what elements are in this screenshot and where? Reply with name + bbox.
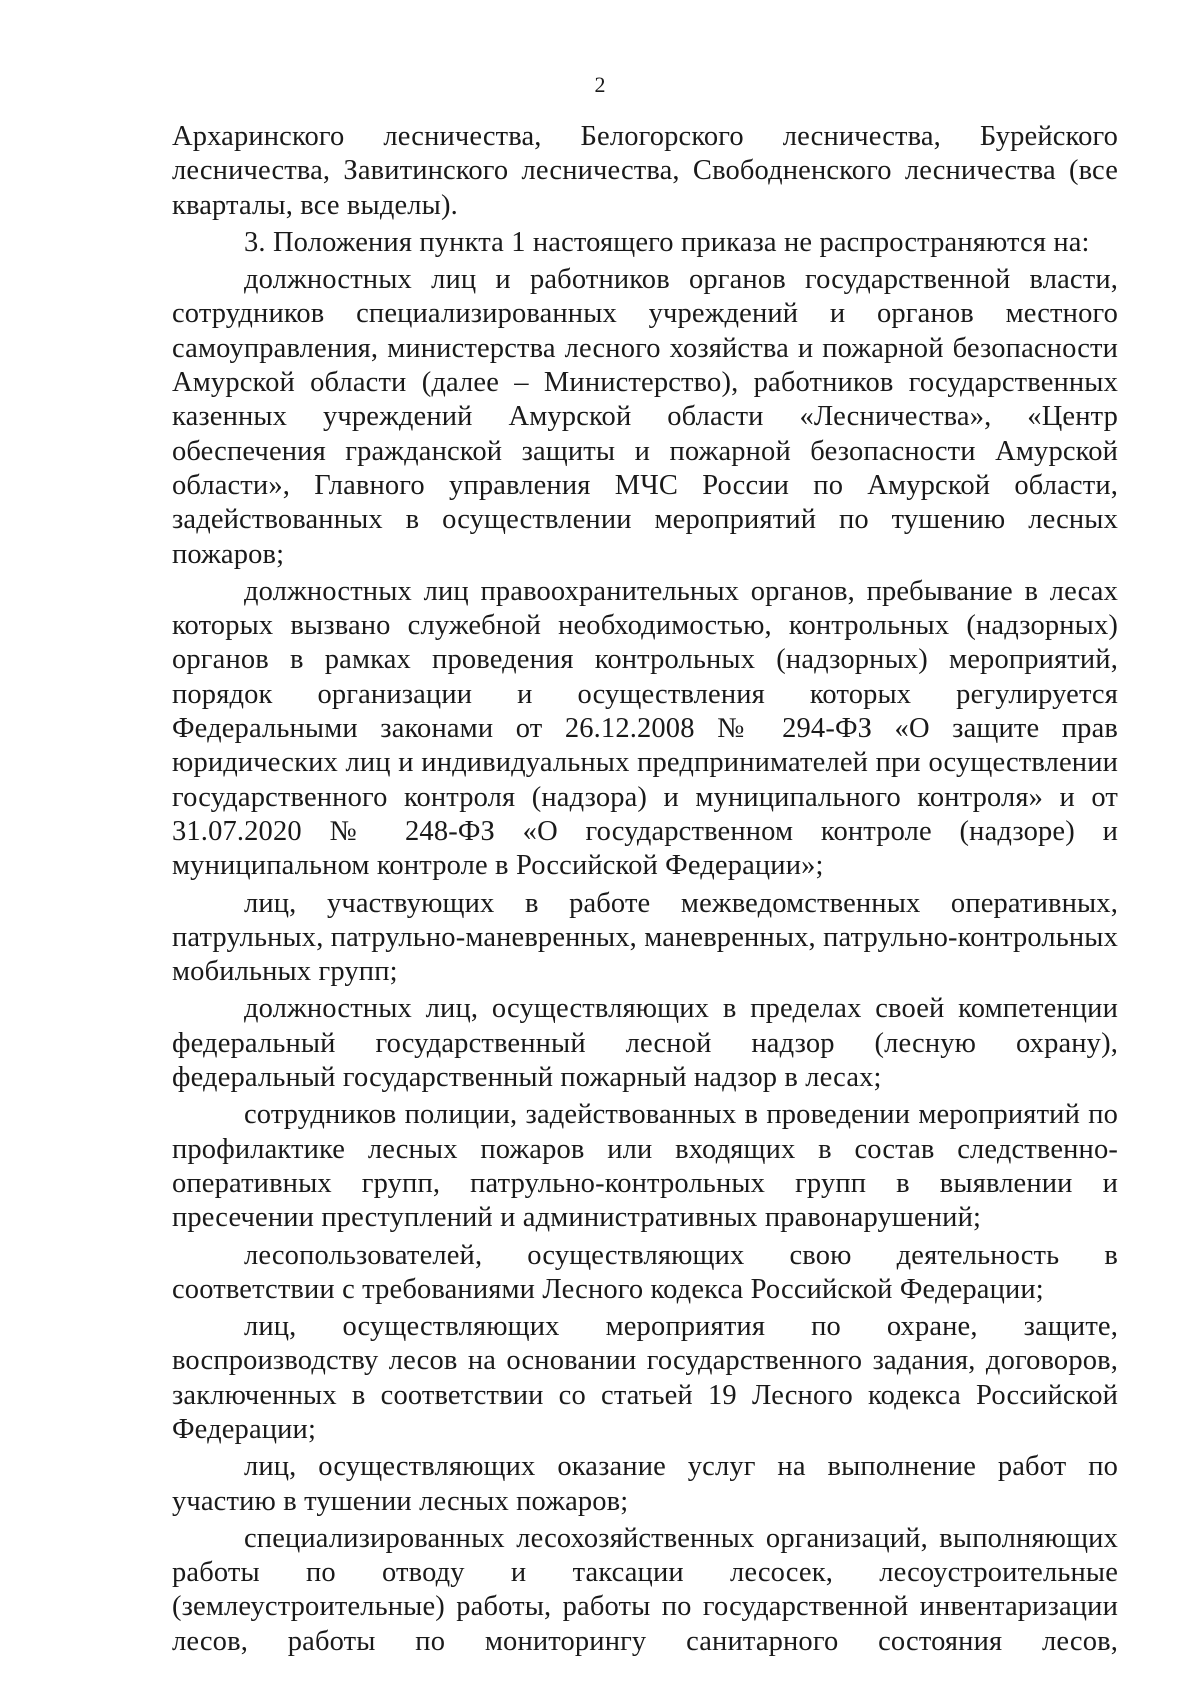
document-body	[172, 120, 1118, 1662]
paragraph-item-3: 3. Положения пункта 1 настоящего приказа не распространяются на:	[244, 226, 1090, 258]
paragraph-mobile-groups: лиц, участвующих в работе межведомственных оперативных, патрульных, патрульно-маневренных, маневренных, патрульно-контрольных мобильных групп;	[172, 887, 1118, 988]
paragraph-forest-supervision: должностных лиц, осуществляющих в пределах своей компетенции федеральный государственный лесной надзор (лесную охрану), федеральный государственный пожарный надзор в лесах;	[172, 993, 1118, 1094]
paragraph-continuation: Архаринского лесничества, Белогорского лесничества, Бурейского лесничества, Завитинского лесничества, Свободненского лесничества (все кварталы, все выделы).	[172, 121, 1118, 221]
page-number: 2	[594, 72, 606, 97]
paragraph-protection-measures: лиц, осуществляющих мероприятия по охране, защите, воспроизводству лесов на основании государственного задания, договоров, заключенных в соответствии со статьей 19 Лесного кодекса Российской Федерации;	[172, 1311, 1118, 1445]
paragraph-forest-users: лесопользователей, осуществляющих свою деятельность в соответствии с требованиями Лесного кодекса Российской Федерации;	[172, 1239, 1118, 1305]
paragraph-officials-authorities: должностных лиц и работников органов государственной власти, сотрудников специализированных учреждений и органов местного самоуправления, министерства лесного хозяйства и пожарной безопасности Амурской области (далее – Министерство), работников государственных казенных учреждений Амурской области «Лесничества», «Центр обеспечения гражданской защиты и пожарной безопасности Амурской области», Главного управления МЧС России по Амурской области, задействованных в осуществлении мероприятий по тушению лесных пожаров;	[172, 264, 1118, 570]
paragraph-law-enforcement: должностных лиц правоохранительных органов, пребывание в лесах которых вызвано служебной необходимостью, контрольных (надзорных) органов в рамках проведения контрольных (надзорных) мероприятий, порядок организации и осуществления которых регулируется Федеральными законами от 26.12.2008 № 294-ФЗ «О защите прав юридических лиц и индивидуальных предпринимателей при осуществлении государственного контроля (надзора) и муниципального контроля» и от 31.07.2020 № 248-ФЗ «О государственном контроле (надзоре) и муниципальном контроле в Российской Федерации»;	[172, 575, 1118, 882]
paragraph-specialized-organizations: специализированных лесохозяйственных организаций, выполняющих работы по отводу и таксации лесосек, лесоустроительные (землеустроительные) работы, работы по государственной инвентаризации лесов, работы по мониторингу санитарного состояния лесов,	[172, 1522, 1118, 1657]
paragraph-police: сотрудников полиции, задействованных в проведении мероприятий по профилактике лесных пожаров или входящих в состав следственно-оперативных групп, патрульно-контрольных групп в выявлении и пресечении преступлений и административных правонарушений;	[172, 1099, 1118, 1234]
paragraph-firefighting-services: лиц, осуществляющих оказание услуг на выполнение работ по участию в тушении лесных пожаров;	[172, 1451, 1118, 1517]
